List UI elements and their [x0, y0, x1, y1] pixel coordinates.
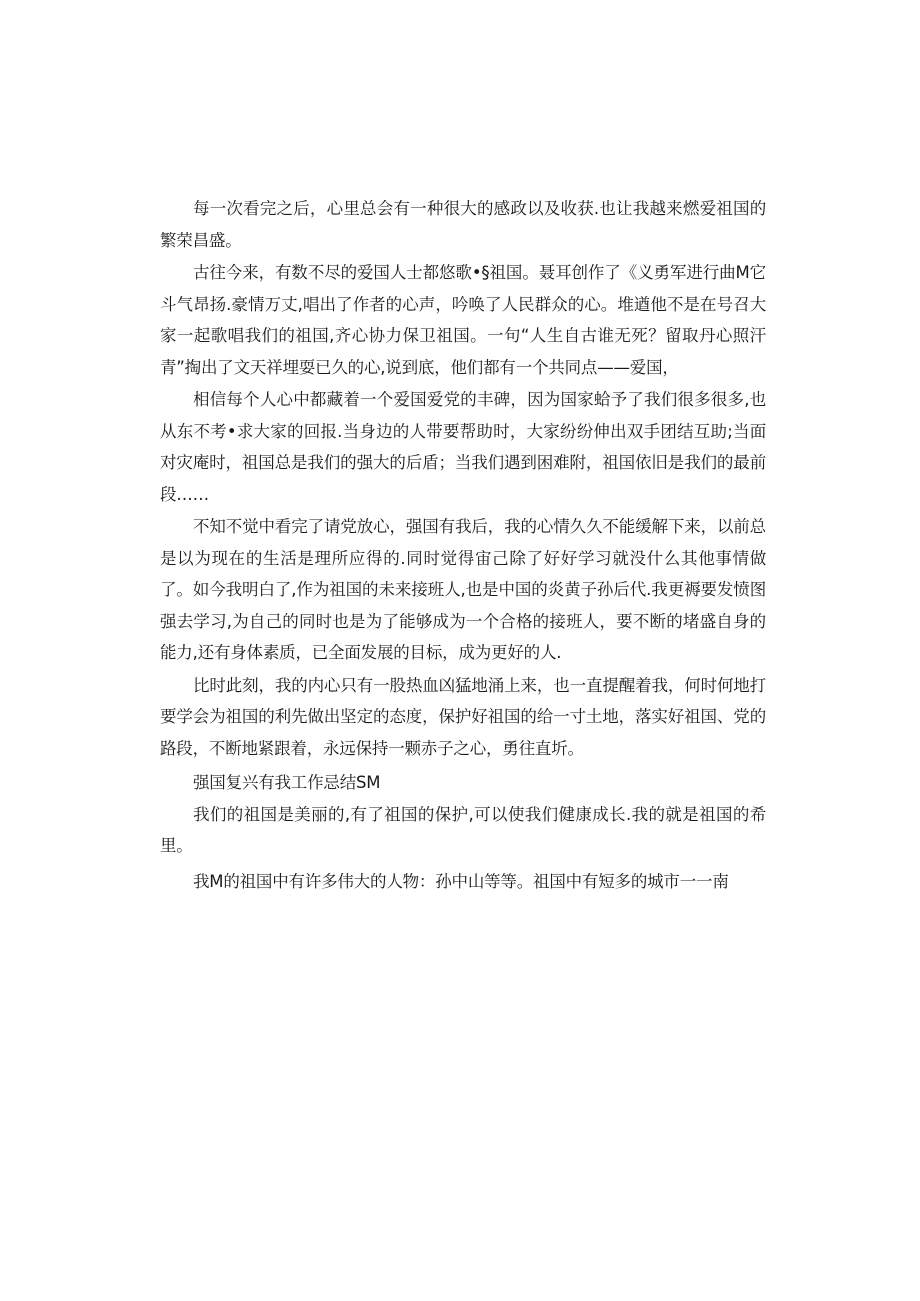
- section-heading: 强国复兴有我工作忌结SM: [193, 773, 381, 792]
- paragraph-1: 每一次看完之后，心里总会有一种很大的感政以及收获.也让我越来燃爱祖国的繁荣昌盛。: [160, 199, 766, 250]
- paragraph-4: 不知不觉中看完了请党放心，强国有我后，我的心情久久不能缓解下来，以前总是以为现在的生活是理所应得的.同时觉得宙己除了好好学习就没什么其他事情做了。如今我明白了,作为祖国的未来接班人,也是中国的炎黄子孙后代.我更褥要发愤图强去学习,为自己的同时也是为了能够成为一个合格的接班人，要不断的堵盛自身的能力,还有身体素质，已全面发展的目标，成为更好的人.: [160, 517, 766, 662]
- document-body: [160, 193, 766, 897]
- paragraph-6: 我们的祖国是美丽的,有了祖国的保护,可以使我们健康成长.我的就是祖国的希里。: [160, 804, 766, 855]
- paragraph-3: 相信每个人心中都藏着一个爱国爱党的丰碑，因为国家蛤予了我们很多很多,也从东不考•求大家的回报.当身边的人带要帮助时，大家纷纷伸出双手团结互助;当面对灾庵时，祖国总是我们的强大的后盾；当我们遇到困难附，祖国依旧是我们的最前段……: [160, 390, 766, 504]
- paragraph-5: 比时此刻，我的内心只有一股热血凶猛地涌上来，也一直提醒着我，何时何地打要学会为祖国的利先做出坚定的态度，保护好祖国的给一寸土地，落实好祖国、党的路段，不断地紧跟着，永远保持一颗赤子之心，勇往直圻。: [160, 675, 766, 758]
- paragraph-7: 我M的祖国中有许多伟大的人物：孙中山等等。祖国中有短多的城市一一南: [193, 871, 729, 891]
- paragraph-2: 古往今来，有数不尽的爱国人士都悠歌•§祖国。聂耳创作了《义勇军进行曲M它斗气昂扬.豪情万丈,唱出了作者的心声，吟唤了人民群众的心。堆遒他不是在号召大家一起歌唱我们的祖国,齐心协力保卫祖国。一句“人生自古谁无死？留取丹心照汗青”掏出了文天祥埋耍已久的心,说到底，他们都有一个共同点——爱国，: [160, 263, 766, 377]
